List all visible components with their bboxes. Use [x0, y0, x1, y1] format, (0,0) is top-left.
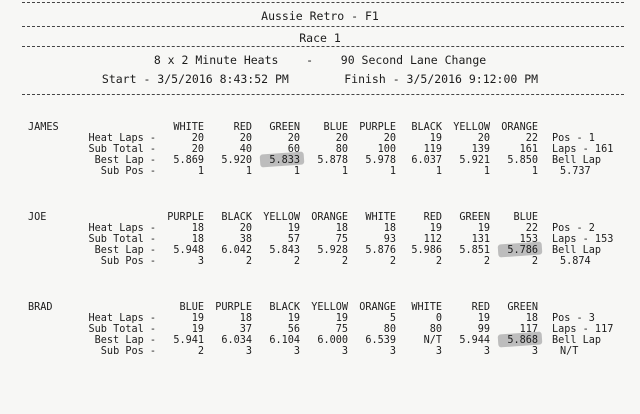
lane-header: WHITE	[365, 212, 396, 223]
lane-header: ORANGE	[501, 122, 538, 133]
table-cell: 6.034	[221, 335, 252, 346]
table-cell: 19	[191, 313, 204, 324]
row-label: Sub Total -	[88, 144, 156, 155]
table-cell: 99	[477, 324, 490, 335]
table-cell: 5.928	[317, 245, 348, 256]
summary-text: Pos - 1	[552, 133, 595, 144]
summary-text: Bell Lap	[552, 245, 602, 256]
table-cell: 18	[383, 223, 396, 234]
lane-header: PURPLE	[167, 212, 204, 223]
table-cell: 100	[377, 144, 396, 155]
table-cell: 119	[423, 144, 442, 155]
row-label: Heat Laps -	[88, 223, 156, 234]
summary-text: Pos - 2	[552, 223, 595, 234]
table-cell: 6.000	[317, 335, 348, 346]
table-cell: 5.843	[269, 245, 300, 256]
lane-header: PURPLE	[359, 122, 396, 133]
table-cell: 3	[293, 346, 300, 357]
dashed-divider	[22, 26, 624, 27]
table-cell: 5.876	[365, 245, 396, 256]
table-cell: 112	[423, 234, 442, 245]
table-cell: 2	[245, 256, 252, 267]
table-cell: 5.920	[221, 155, 252, 166]
table-cell: 1	[293, 166, 300, 177]
lane-header: RED	[423, 212, 442, 223]
event-title: Aussie Retro - F1	[261, 9, 379, 23]
lane-header: BLACK	[411, 122, 442, 133]
table-cell: 3	[435, 346, 442, 357]
table-cell: 80	[335, 144, 348, 155]
dashed-divider	[22, 94, 624, 95]
table-cell: 1	[197, 166, 204, 177]
row-label: Sub Pos -	[100, 346, 156, 357]
table-cell: 5.869	[173, 155, 204, 166]
table-cell: 18	[525, 313, 538, 324]
table-cell: 2	[483, 256, 490, 267]
table-cell: 1	[531, 166, 538, 177]
lane-header: BLUE	[323, 122, 348, 133]
table-cell: 3	[531, 346, 538, 357]
table-cell: 20	[383, 133, 396, 144]
table-cell: 19	[287, 313, 300, 324]
table-cell: 6.104	[269, 335, 300, 346]
table-cell: 1	[483, 166, 490, 177]
race-name: Race 1	[299, 31, 341, 45]
table-cell: 5.878	[317, 155, 348, 166]
table-cell: 3	[389, 346, 396, 357]
table-cell: 5.948	[173, 245, 204, 256]
table-cell: 3	[245, 346, 252, 357]
table-cell: 5.978	[365, 155, 396, 166]
table-cell: 19	[191, 324, 204, 335]
table-cell: 20	[239, 223, 252, 234]
lane-header: ORANGE	[311, 212, 348, 223]
summary-text: N/T	[560, 346, 579, 357]
table-cell: 19	[335, 313, 348, 324]
table-cell: 18	[191, 223, 204, 234]
driver-name: JOE	[28, 212, 47, 223]
table-cell: 3	[341, 346, 348, 357]
table-cell: 5.986	[411, 245, 442, 256]
table-cell: 2	[531, 256, 538, 267]
start-finish-times: Start - 3/5/2016 8:43:52 PM Finish - 3/5/2016 9:12:00 PM	[101, 72, 539, 86]
table-cell: 2	[341, 256, 348, 267]
table-cell: 5	[389, 313, 396, 324]
lane-header: GREEN	[269, 122, 300, 133]
table-cell: 60	[287, 144, 300, 155]
lane-header: BLACK	[269, 302, 300, 313]
table-cell: 5.941	[173, 335, 204, 346]
table-cell: 5.850	[507, 155, 538, 166]
table-cell: 5.851	[459, 245, 490, 256]
summary-text: Bell Lap	[552, 155, 602, 166]
driver-name: BRAD	[28, 302, 53, 313]
table-cell: 80	[383, 324, 396, 335]
table-cell: 20	[287, 133, 300, 144]
table-cell: 161	[519, 144, 538, 155]
table-cell: 5.921	[459, 155, 490, 166]
row-label: Heat Laps -	[88, 313, 156, 324]
summary-text: Laps - 153	[552, 234, 614, 245]
table-cell: 57	[287, 234, 300, 245]
lane-header: PURPLE	[215, 302, 252, 313]
table-cell: 19	[429, 133, 442, 144]
table-cell: 6.042	[221, 245, 252, 256]
table-cell: 75	[335, 234, 348, 245]
table-cell: 75	[335, 324, 348, 335]
lane-header: BLUE	[179, 302, 204, 313]
table-cell: 2	[197, 346, 204, 357]
table-cell: 117	[519, 324, 538, 335]
table-cell: 5.944	[459, 335, 490, 346]
table-cell: 56	[287, 324, 300, 335]
table-cell: 1	[435, 166, 442, 177]
table-cell: 40	[239, 144, 252, 155]
lane-header: GREEN	[459, 212, 490, 223]
table-cell: 19	[477, 223, 490, 234]
table-cell: 37	[239, 324, 252, 335]
table-cell: 0	[435, 313, 442, 324]
table-cell: 20	[239, 133, 252, 144]
lane-header: BLACK	[221, 212, 252, 223]
lane-header: YELLOW	[453, 122, 490, 133]
driver-name: JAMES	[28, 122, 59, 133]
table-cell: 1	[245, 166, 252, 177]
lane-header: RED	[471, 302, 490, 313]
table-cell: 1	[341, 166, 348, 177]
summary-text: 5.737	[560, 166, 591, 177]
table-cell: 139	[471, 144, 490, 155]
row-label: Sub Pos -	[100, 166, 156, 177]
lane-header: WHITE	[411, 302, 442, 313]
table-cell: 20	[191, 133, 204, 144]
table-cell: 5.868	[507, 335, 538, 346]
table-cell: N/T	[423, 335, 442, 346]
table-cell: 18	[335, 223, 348, 234]
table-cell: 19	[429, 223, 442, 234]
row-label: Best Lap -	[94, 335, 156, 346]
table-cell: 22	[525, 223, 538, 234]
table-cell: 20	[335, 133, 348, 144]
heat-format: 8 x 2 Minute Heats - 90 Second Lane Change	[153, 53, 487, 67]
lane-header: YELLOW	[263, 212, 300, 223]
lane-header: BLUE	[513, 212, 538, 223]
table-cell: 6.539	[365, 335, 396, 346]
table-cell: 93	[383, 234, 396, 245]
summary-text: Laps - 161	[552, 144, 614, 155]
lane-header: GREEN	[507, 302, 538, 313]
row-label: Sub Total -	[88, 234, 156, 245]
row-label: Best Lap -	[94, 245, 156, 256]
dashed-divider	[22, 2, 624, 3]
table-cell: 3	[197, 256, 204, 267]
table-cell: 3	[483, 346, 490, 357]
lane-header: WHITE	[173, 122, 204, 133]
lane-header: ORANGE	[359, 302, 396, 313]
table-cell: 38	[239, 234, 252, 245]
row-label: Sub Pos -	[100, 256, 156, 267]
summary-text: Pos - 3	[552, 313, 595, 324]
table-cell: 20	[191, 144, 204, 155]
table-cell: 80	[429, 324, 442, 335]
table-cell: 18	[191, 234, 204, 245]
lane-header: YELLOW	[311, 302, 348, 313]
summary-text: Laps - 117	[552, 324, 614, 335]
summary-text: 5.874	[560, 256, 591, 267]
table-cell: 18	[239, 313, 252, 324]
table-cell: 5.833	[269, 155, 300, 166]
table-cell: 2	[389, 256, 396, 267]
table-cell: 131	[471, 234, 490, 245]
row-label: Best Lap -	[94, 155, 156, 166]
table-cell: 2	[435, 256, 442, 267]
lane-header: RED	[233, 122, 252, 133]
row-label: Sub Total -	[88, 324, 156, 335]
summary-text: Bell Lap	[552, 335, 602, 346]
table-cell: 19	[477, 313, 490, 324]
table-cell: 153	[519, 234, 538, 245]
table-cell: 20	[477, 133, 490, 144]
table-cell: 22	[525, 133, 538, 144]
table-cell: 1	[389, 166, 396, 177]
table-cell: 2	[293, 256, 300, 267]
row-label: Heat Laps -	[88, 133, 156, 144]
table-cell: 5.786	[507, 245, 538, 256]
table-cell: 19	[287, 223, 300, 234]
table-cell: 6.037	[411, 155, 442, 166]
dashed-divider	[22, 46, 624, 47]
